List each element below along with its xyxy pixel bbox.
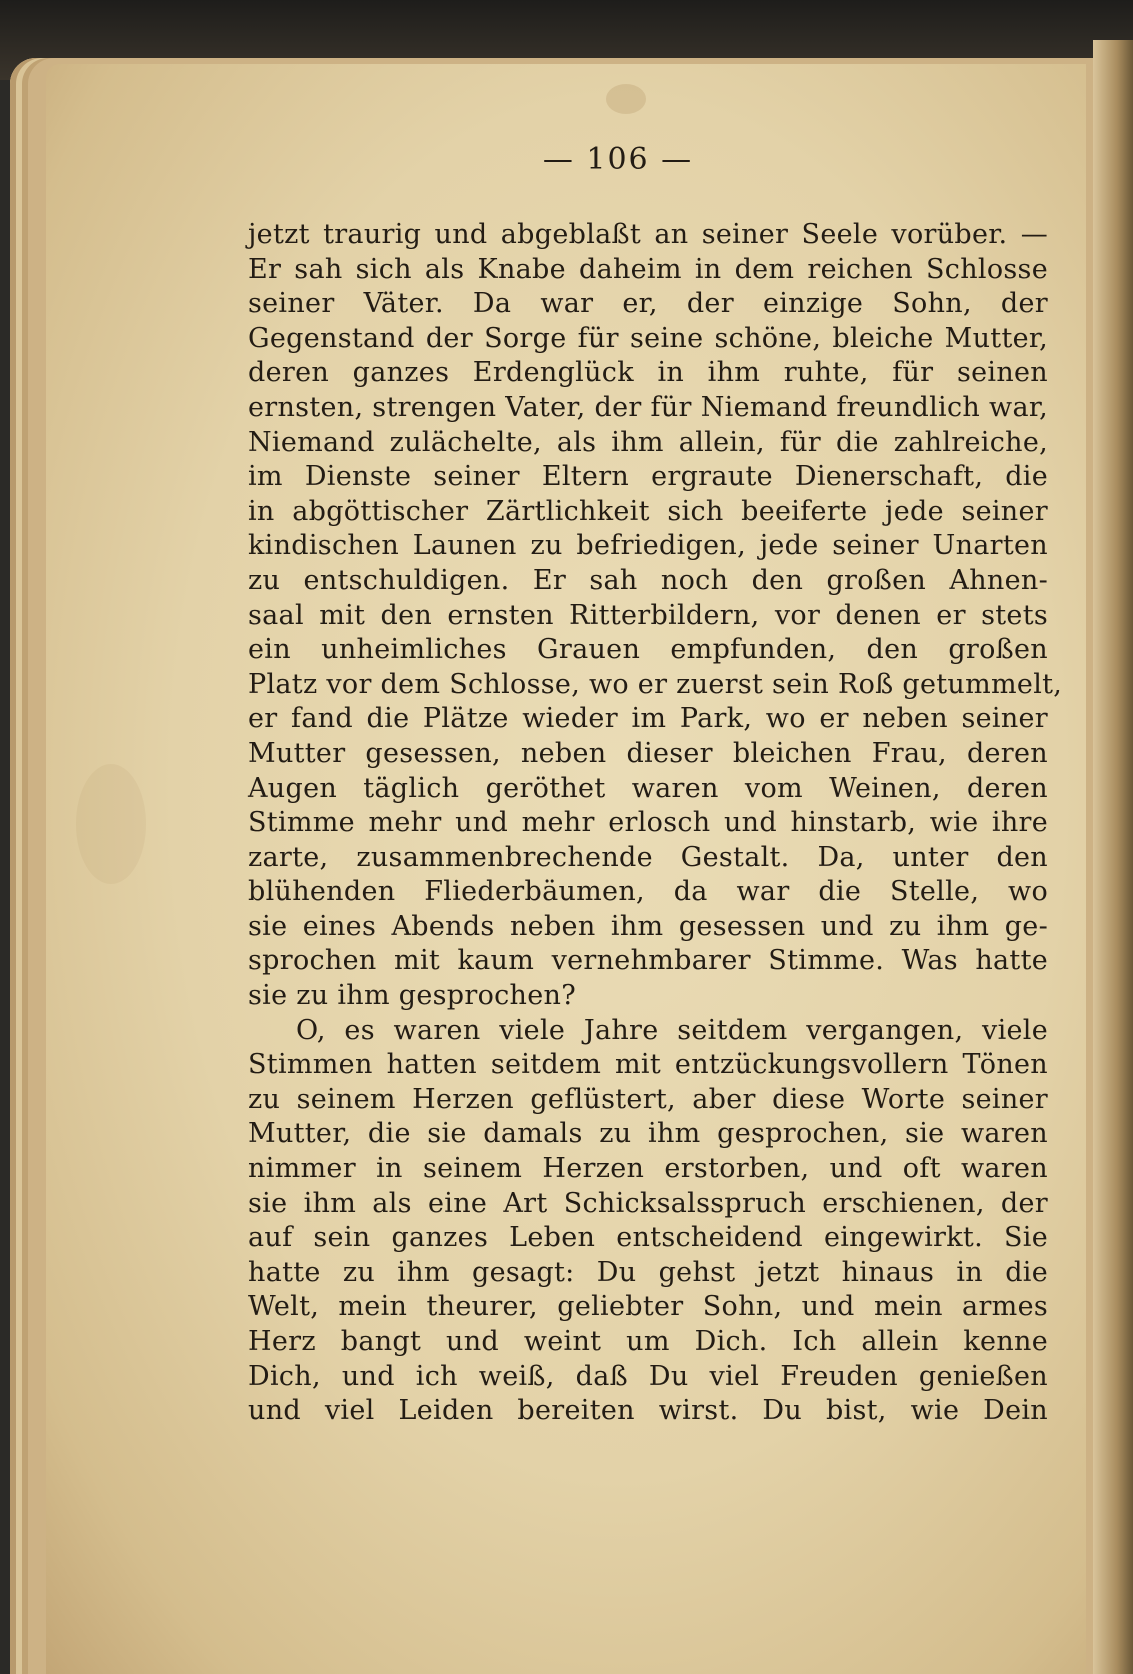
text-line: deren ganzes Erdenglück in ihm ruhte, für seinen: [248, 357, 1048, 389]
text-line: Herz bangt und weint um Dich. Ich allein kenne: [248, 1326, 1048, 1357]
page-number: — 106 —: [542, 142, 694, 177]
text-line: Stimmen hatten seitdem mit entzückungsvollern Tönen: [248, 1049, 1048, 1081]
text-line: Welt, mein theurer, geliebter Sohn, und mein armes: [248, 1291, 1048, 1323]
text-line: Niemand zulächelte, als ihm allein, für die zahlreiche,: [248, 426, 1048, 458]
text-line: er fand die Plätze wieder im Park, wo er neben seiner: [248, 703, 1048, 735]
text-line: Mutter, die sie damals zu ihm gesprochen, sie waren: [248, 1118, 1048, 1150]
text-line: im Dienste seiner Eltern ergraute Dienerschaft, die: [248, 461, 1048, 493]
text-line: sie eines Abends neben ihm gesessen und zu ihm ge-: [248, 910, 1048, 942]
text-line: zu entschuldigen. Er sah noch den großen Ahnen-: [248, 564, 1048, 596]
page-text: [248, 140, 1063, 1429]
text-line: nimmer in seinem Herzen erstorben, und oft waren: [248, 1153, 1048, 1185]
text-line: Mutter gesessen, neben dieser bleichen Frau, deren: [248, 737, 1048, 769]
text-line: zarte, zusammenbrechende Gestalt. Da, unter den: [248, 841, 1048, 873]
text-line: in abgöttischer Zärtlichkeit sich beeiferte jede seiner: [248, 495, 1048, 527]
text-line: Dich, und ich weiß, daß Du viel Freuden genießen: [248, 1360, 1048, 1392]
paragraph-start-line: O, es waren viele Jahre seitdem vergangen, viele: [296, 1014, 1048, 1046]
page-gutter: [1093, 40, 1133, 1674]
text-line: saal mit den ernsten Ritterbildern, vor denen er stets: [248, 599, 1048, 631]
text-line: und viel Leiden bereiten wirst. Du bist, wie Dein: [248, 1395, 1048, 1427]
text-line: ein unheimliches Grauen empfunden, den großen: [248, 634, 1048, 666]
text-line: Gegenstand der Sorge für seine schöne, bleiche Mutter,: [248, 322, 1048, 354]
text-line: Augen täglich geröthet waren vom Weinen, deren: [248, 772, 1048, 804]
text-line: zu seinem Herzen geflüstert, aber diese Worte seiner: [248, 1083, 1048, 1115]
text-line: Stimme mehr und mehr erlosch und hinstarb, wie ihre: [248, 807, 1048, 839]
text-line: kindischen Launen zu befriedigen, jede seiner Unarten: [248, 530, 1048, 562]
text-line: Er sah sich als Knabe daheim in dem reichen Schlosse: [248, 253, 1048, 285]
text-line: auf sein ganzes Leben entscheidend eingewirkt. Sie: [248, 1222, 1048, 1254]
text-line: blühenden Fliederbäumen, da war die Stelle, wo: [248, 876, 1048, 908]
paragraph-end-line: sie zu ihm gesprochen?: [248, 980, 576, 1012]
paper-stain: [606, 84, 646, 114]
text-line: sie ihm als eine Art Schicksalsspruch erschienen, der: [248, 1187, 1048, 1219]
text-line: seiner Väter. Da war er, der einzige Sohn, der: [248, 288, 1048, 320]
text-line: jetzt traurig und abgeblaßt an seiner Seele vorüber. —: [248, 219, 1048, 250]
paper-stain: [76, 764, 146, 884]
text-line: sprochen mit kaum vernehmbarer Stimme. Was hatte: [248, 945, 1048, 977]
text-line: ernsten, strengen Vater, der für Niemand freundlich war,: [248, 391, 1048, 423]
text-line: Platz vor dem Schlosse, wo er zuerst sein Roß getummelt,: [248, 668, 1063, 700]
text-line: hatte zu ihm gesagt: Du gehst jetzt hinaus in die: [248, 1256, 1048, 1288]
